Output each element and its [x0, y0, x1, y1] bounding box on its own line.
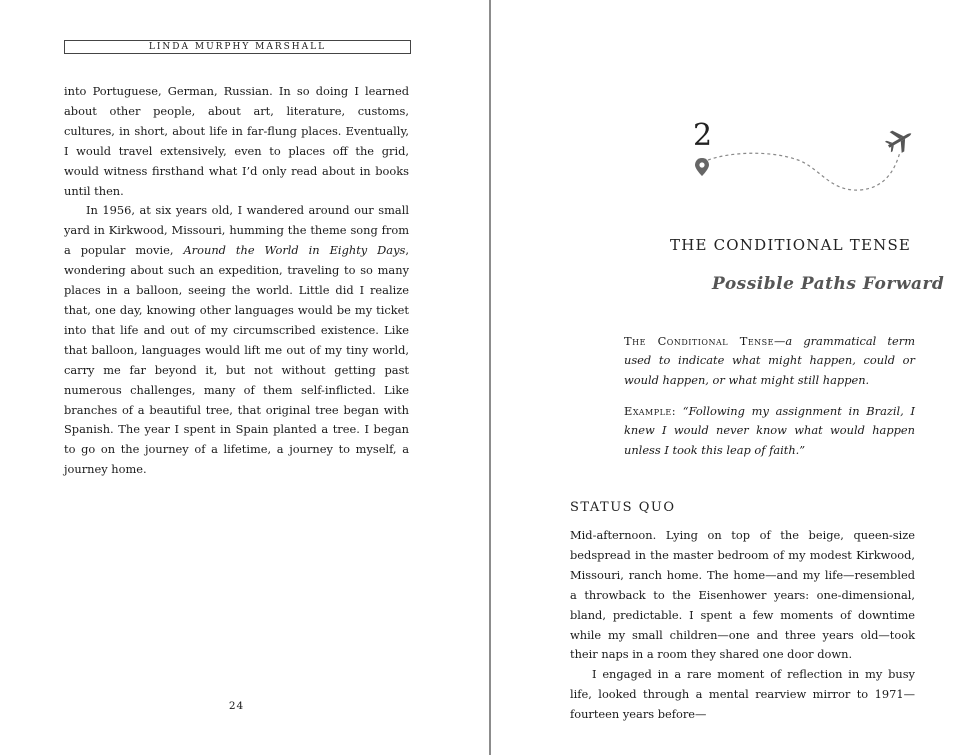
movie-title: Around the World in Eighty Days — [183, 243, 406, 258]
airplane-icon — [882, 123, 917, 157]
definition-block — [624, 332, 915, 390]
right-body-text — [570, 526, 915, 725]
left-body-text — [64, 82, 409, 480]
chapter-subtitle: Possible Paths Forward — [712, 274, 945, 294]
paragraph-text: , wondering about such an expedition, traveling to so many places in a balloon, seeing the world. Little did I realize that, one day, knowing other languages would be my ticket into that life and out of my circumscribed existence. Like that balloon, languages would lift me out of my tiny world, carry me far beyond it, but not without getting past numerous challenges, many of them self-inflicted. Like branches of a beautiful tree, that original tree began with Spanish. The year I spent in Spain planted a tree. I began to go on the journey of a lifetime, a journey to myself, a journey home. — [64, 243, 409, 477]
flight-route-illustration — [690, 120, 920, 210]
dotted-flight-path — [708, 152, 900, 190]
page-number: 24 — [228, 700, 245, 712]
running-head: LINDA MURPHY MARSHALL — [64, 40, 411, 54]
definition-text: —a grammatical term used to indicate what might happen, could or would happen, or what might still happen. — [624, 334, 915, 387]
example-block — [624, 402, 915, 460]
example-label: Example: — [624, 404, 677, 418]
right-paragraph-1: Mid-afternoon. Lying on top of the beige, queen-size bedspread in the master bedroom of my modest Kirkwood, Missouri, ranch home. The home—and my life—resembled a throwback to the Eisenhower years: one-dimensional, bland, predictable. I spent a few moments of downtime while my small children—one and three years old—took their naps in a room they shared one door down. — [570, 528, 915, 662]
left-paragraph-1: into Portuguese, German, Russian. In so doing I learned about other people, about art, literature, customs, cultures, in short, about life in far-flung places. Eventually, I would travel extensively, even to places off the grid, would witness firsthand what I’d only read about in books until then. — [64, 84, 409, 198]
definition-term: The Conditional Tense — [624, 334, 774, 348]
location-pin-icon — [695, 158, 709, 176]
left-paragraph-2 — [64, 201, 409, 480]
right-paragraph-2: I engaged in a rare moment of reflection in my busy life, looked through a mental rearview mirror to 1971—fourteen years before— — [570, 667, 915, 722]
paragraph-text: In 1956, at six years old, I wandered around our small yard in Kirkwood, Missouri, humming the theme song from a popular movie, — [64, 203, 409, 258]
example-text: “Following my assignment in Brazil, I knew I would never know what would happen unless I took this leap of faith.” — [624, 404, 915, 457]
chapter-title: THE CONDITIONAL TENSE — [670, 236, 912, 254]
left-page — [0, 0, 489, 755]
section-heading: STATUS QUO — [570, 500, 676, 515]
chapter-number: 2 — [693, 118, 713, 153]
